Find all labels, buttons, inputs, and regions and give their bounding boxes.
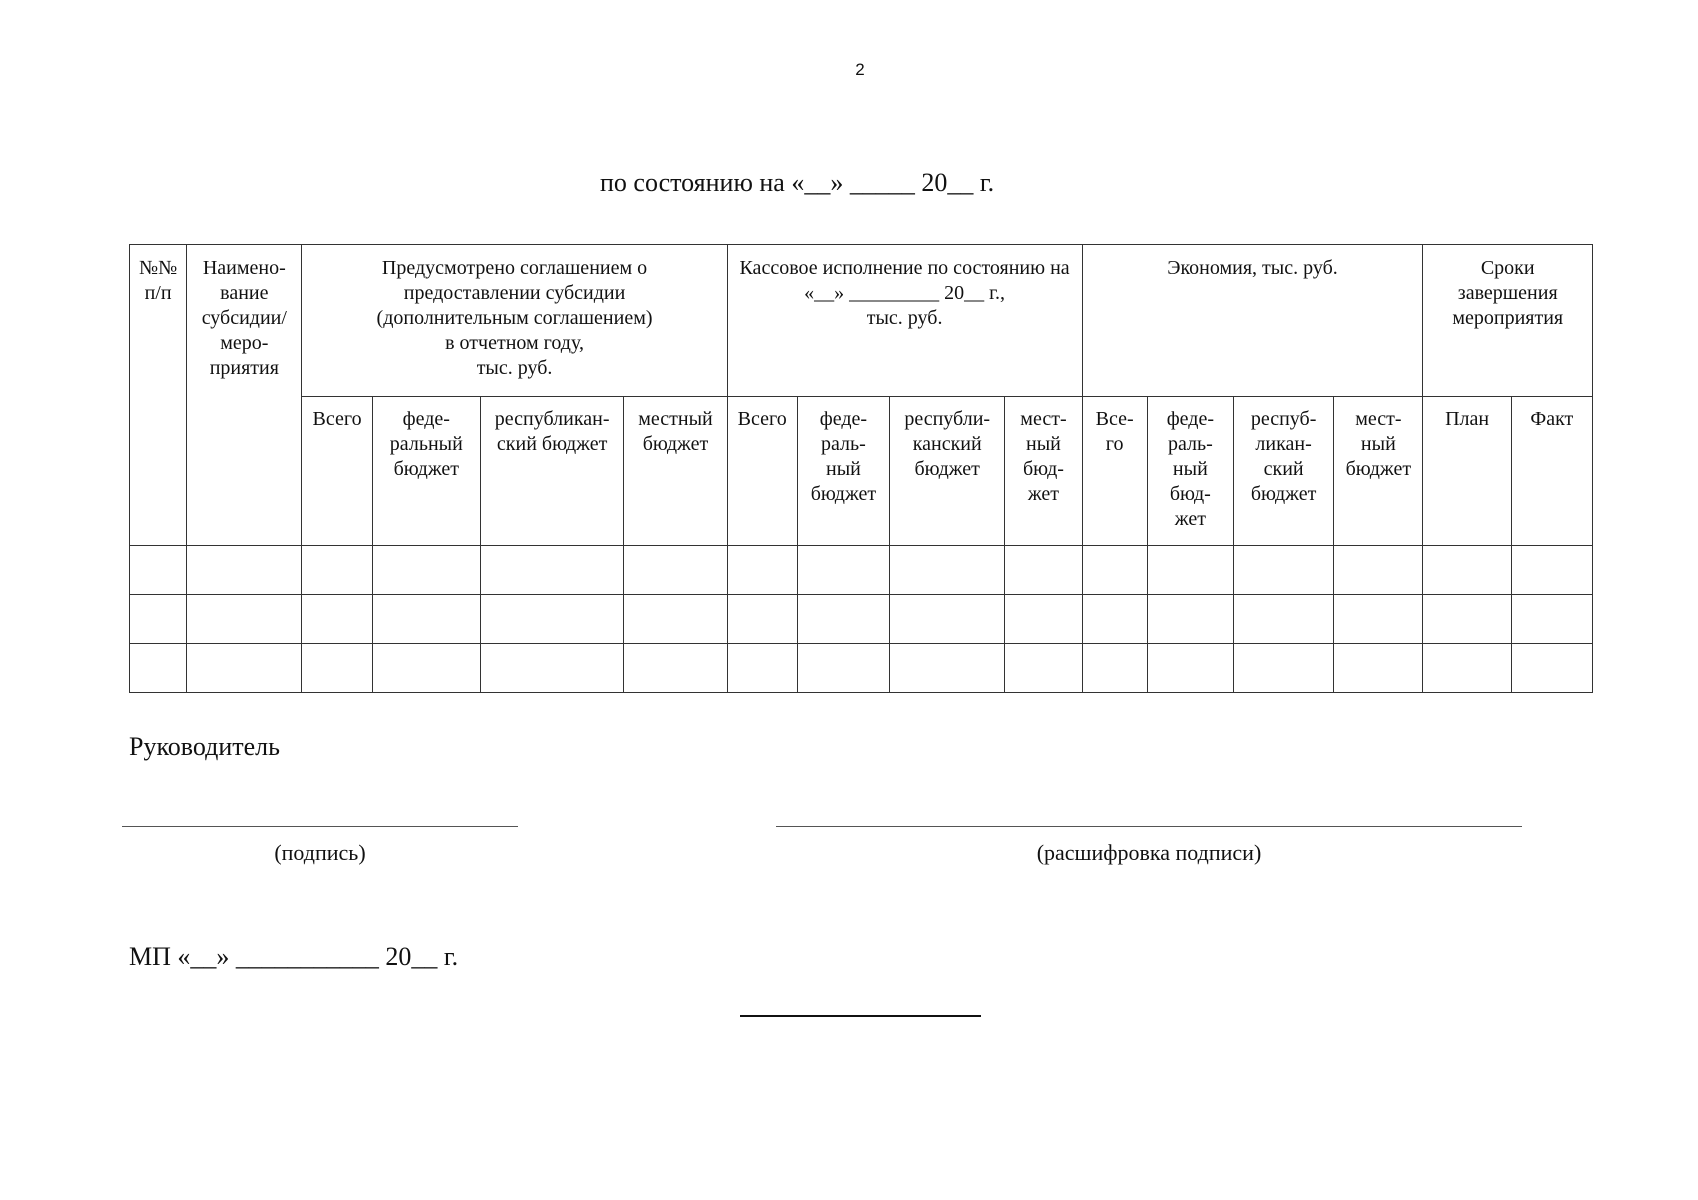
table-cell bbox=[1423, 644, 1511, 693]
table-cell bbox=[1233, 546, 1333, 595]
header-cash-execution: Кассовое исполнение по состоянию на «__» _________ 20__ г., тыс. руб. bbox=[727, 245, 1082, 397]
table-cell bbox=[1233, 644, 1333, 693]
table-cell bbox=[1233, 595, 1333, 644]
table-cell bbox=[302, 595, 372, 644]
head-label: Руководитель bbox=[129, 732, 280, 761]
table-cell bbox=[1147, 546, 1233, 595]
header-subsidy-name: Наимено- вание субсидии/ меро- приятия bbox=[187, 245, 302, 546]
table-cell bbox=[624, 595, 727, 644]
table-cell bbox=[480, 644, 623, 693]
table-cell bbox=[624, 644, 727, 693]
table-cell bbox=[1005, 595, 1082, 644]
sub-cash-local: мест- ный бюд- жет bbox=[1005, 397, 1082, 546]
sub-agreement-local: местный бюджет bbox=[624, 397, 727, 546]
sub-cash-republican: республи- канский бюджет bbox=[890, 397, 1005, 546]
table-cell bbox=[1082, 546, 1147, 595]
table-cell bbox=[1511, 644, 1592, 693]
table-row bbox=[130, 546, 1593, 595]
table-cell bbox=[727, 595, 797, 644]
table-cell bbox=[1423, 546, 1511, 595]
table-cell bbox=[1005, 546, 1082, 595]
table-row bbox=[130, 644, 1593, 693]
sub-economy-republican: респуб- ликан- ский бюджет bbox=[1233, 397, 1333, 546]
header-row-main bbox=[130, 245, 1593, 397]
table-cell bbox=[372, 546, 480, 595]
table-cell bbox=[130, 546, 187, 595]
table-cell bbox=[187, 644, 302, 693]
table-cell bbox=[1082, 595, 1147, 644]
sub-agreement-federal: феде- ральный бюджет bbox=[372, 397, 480, 546]
table-cell bbox=[890, 644, 1005, 693]
table-cell bbox=[797, 546, 889, 595]
table-cell bbox=[797, 595, 889, 644]
table-cell bbox=[1334, 644, 1423, 693]
table-cell bbox=[1334, 595, 1423, 644]
table-cell bbox=[302, 644, 372, 693]
header-num: №№ п/п bbox=[130, 245, 187, 546]
stamp-date-line: МП «__» ___________ 20__ г. bbox=[129, 942, 459, 971]
signature-caption: (подпись) bbox=[274, 840, 366, 865]
header-completion-terms: Сроки завершения мероприятия bbox=[1423, 245, 1593, 397]
table-cell bbox=[1511, 546, 1592, 595]
table-cell bbox=[1082, 644, 1147, 693]
table-cell bbox=[372, 595, 480, 644]
table-cell bbox=[187, 595, 302, 644]
page-number: 2 bbox=[855, 60, 865, 79]
table-cell bbox=[187, 546, 302, 595]
report-date-line: по состоянию на «__» _____ 20__ г. bbox=[600, 168, 995, 197]
sub-agreement-republican: республикан- ский бюджет bbox=[480, 397, 623, 546]
sub-agreement-total: Всего bbox=[302, 397, 372, 546]
sub-economy-local: мест- ный бюджет bbox=[1334, 397, 1423, 546]
header-economy: Экономия, тыс. руб. bbox=[1082, 245, 1423, 397]
table-cell bbox=[372, 644, 480, 693]
table-cell bbox=[797, 644, 889, 693]
table-cell bbox=[1334, 546, 1423, 595]
table-cell bbox=[130, 644, 187, 693]
table-row bbox=[130, 595, 1593, 644]
table-cell bbox=[1511, 595, 1592, 644]
signature-decode-caption: (расшифровка подписи) bbox=[1036, 840, 1262, 865]
table-cell bbox=[727, 644, 797, 693]
table-cell bbox=[1423, 595, 1511, 644]
sub-economy-federal: феде- раль- ный бюд- жет bbox=[1147, 397, 1233, 546]
sub-economy-total: Все- го bbox=[1082, 397, 1147, 546]
table-cell bbox=[624, 546, 727, 595]
header-row-sub bbox=[130, 397, 1593, 546]
table-cell bbox=[1147, 644, 1233, 693]
table-cell bbox=[130, 595, 187, 644]
document-end-line bbox=[740, 1015, 981, 1017]
report-table bbox=[129, 244, 1593, 693]
table-cell bbox=[480, 595, 623, 644]
table-cell bbox=[890, 595, 1005, 644]
sub-terms-plan: План bbox=[1423, 397, 1511, 546]
header-agreement: Предусмотрено соглашением о предоставлении субсидии (дополнительным соглашением) в отчетном году, тыс. руб. bbox=[302, 245, 727, 397]
table-cell bbox=[890, 546, 1005, 595]
sub-cash-federal: феде- раль- ный бюджет bbox=[797, 397, 889, 546]
table-cell bbox=[727, 546, 797, 595]
table-cell bbox=[480, 546, 623, 595]
signature-decode-line bbox=[776, 826, 1522, 827]
sub-cash-total: Всего bbox=[727, 397, 797, 546]
signature-line bbox=[122, 826, 518, 827]
table-cell bbox=[302, 546, 372, 595]
table-cell bbox=[1147, 595, 1233, 644]
sub-terms-fact: Факт bbox=[1511, 397, 1592, 546]
table-cell bbox=[1005, 644, 1082, 693]
